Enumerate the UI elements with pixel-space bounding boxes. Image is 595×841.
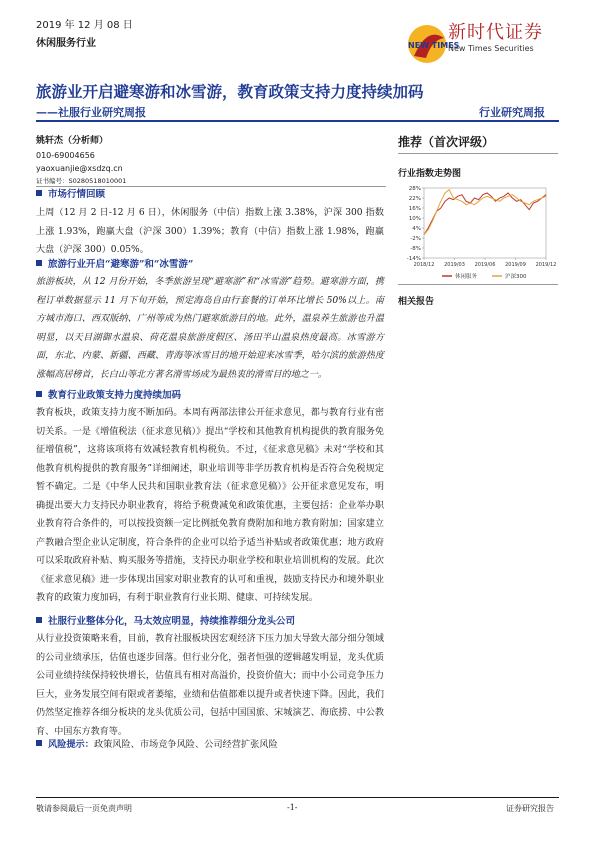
series-line-hs300 (424, 190, 546, 235)
analyst-certificate: 证书编号：S0280518010001 (36, 177, 127, 185)
x-tick-label: 2019/03 (444, 262, 465, 268)
sector-label: 休闲服务行业 (36, 38, 96, 49)
section-body: 从行业投资策略来看，目前，教育社服板块因宏观经济下压力加大导致大部分细分领域的公司业绩承压，估值也逐步回落。但行业分化，强者恒强的逻辑越发明显，龙头优质公司业绩持续保持较快增长，估值具有相对高溢价，投资价值大；而中小公司竞争压力巨大，业务发展空间有限或者萎缩，业绩和估值都难以提升或者快速下降。因此，我们仍然坚定推荐各细分板块的龙头优质公司，包括中国国旅、宋城演艺、海底捞、中公教育、中国东方教育等。 (36, 634, 384, 737)
analyst-phone: 010-69004656 (36, 151, 95, 160)
page-subtitle: ——社服行业研究周报 (36, 106, 146, 119)
y-tick-label: -14% (406, 256, 421, 262)
section-body: 旅游板块，从 12 月份开始，冬季旅游呈现“避寒游”和“冰雪游”趋势。避寒游方面，携程订单数据显示 11 月下旬开始，预定海岛自由行套餐的订单环比增长 50%以上。南方城市海口、西双版纳、广州等成为热门避寒旅游目的地。此外，温泉养生旅游也升温明显，以天目湖御水温泉、荷花温泉旅游度假区、汤田半山温泉热度最高。冰雪游方面，东北、内蒙、新疆、西藏、青海等冰雪目的地开始迎来冰雪季，哈尔滨的旅游热度涨幅高居榜首，长白山等北方著名滑雪场成为最热衷的滑雪目的地之一。 (36, 277, 384, 380)
x-tick-label: 2019/06 (474, 262, 496, 268)
report-type: 行业研究周报 (479, 106, 545, 119)
report-date: 2019 年 12 月 08 日 (36, 20, 133, 31)
logo-name-english: New Times Securities (448, 44, 534, 53)
bullet-icon (36, 190, 42, 196)
section-heading: 教育行业政策支持力度持续加码 (36, 387, 181, 401)
y-tick-label: 22% (408, 196, 421, 202)
risk-label: 风险提示： (48, 739, 94, 750)
footer-disclaimer[interactable]: 敬请参阅最后一页免责声明 (36, 804, 132, 813)
rating-divider (398, 153, 558, 154)
y-tick-label: -2% (410, 236, 421, 242)
bullet-icon (36, 260, 42, 266)
page-number: -1- (287, 803, 298, 812)
y-tick-label: -8% (410, 246, 421, 252)
chart-title: 行业指数走势图 (398, 169, 462, 179)
x-tick-label: 2018/12 (413, 262, 435, 268)
x-tick-label: 2019/09 (505, 262, 526, 268)
y-tick-label: 4% (412, 226, 421, 232)
index-trend-chart (398, 180, 558, 290)
section-heading: 旅游行业开启“避寒游”和“冰雪游” (36, 256, 193, 270)
section-body: 上周（12 月 2 日-12 月 6 日），休闲服务（中信）指数上涨 3.38%，沪深 300 指数上涨 1.93%，跑赢大盘（沪深 300）1.39%；教育（中信）指数上涨 1.98%，跑赢大盘（沪深 300）0.05%。 (36, 208, 384, 255)
section-heading: 社服行业整体分化，马太效应明显，持续推荐细分龙头公司 (36, 613, 295, 627)
risk-text: 政策风险、市场竞争风险、公司经营扩张风险 (93, 739, 278, 750)
analyst-name: 姚轩杰（分析师） (36, 136, 109, 146)
y-tick-label: 28% (408, 186, 421, 192)
bullet-icon (36, 740, 42, 746)
rating: 推荐（首次评级） (398, 135, 495, 149)
page-title: 旅游业开启避寒游和冰雪游，教育政策支持力度持续加码 (36, 82, 424, 101)
legend-label: 沪深300 (505, 274, 527, 280)
logo-mark-text: NEW TIMES (408, 41, 460, 50)
section-heading: 市场行情回顾 (36, 186, 105, 200)
footer-divider (36, 797, 559, 798)
risk-note (36, 736, 278, 750)
logo-name: 新时代证券 (448, 22, 543, 43)
section-body: 教育板块，政策支持力度不断加码。本周有两部法律公开征求意见，都与教育行业有密切关系。一是《增值税法（征求意见稿）》提出“学校和其他教育机构提供的教育服务免征增值税”，这将该项将有效减轻教育机构税负。不过，《征求意见稿》未对“学校和其他教育机构提供的教育服务”详细阐述，职业培训等非学历教育机构是否符合免税规定暂不确定。二是《中华人民共和国职业教育法（征求意见稿）》公开征求意见发布，明确提出要大力支持民办职业教育，将给予税费减免和政策优惠，主要包括：企业举办职业教育符合条件的，可以按投资额一定比例抵免教育费附加和地方教育附加；国家建立产教融合型企业认定制度，符合条件的企业可以给予适当补贴或者政策优惠；地方政府可以采取政府补贴、购买服务等措施，支持民办职业学校和职业培训机构的发展。此次《征求意见稿》进一步体现出国家对职业教育的认可和重视，鼓励支持民办和境外职业教育的政策力度加码，有利于职业教育行业长期、健康、可持续发展。 (36, 408, 384, 603)
bullet-icon (36, 391, 42, 397)
related-reports-title: 相关报告 (398, 297, 435, 307)
x-tick-label: 2019/12 (535, 262, 557, 268)
bullet-icon (36, 617, 42, 623)
legend-label: 休闲服务 (455, 274, 478, 280)
analyst-email[interactable]: yaoxuanjie@xsdzq.cn (36, 164, 123, 173)
y-tick-label: 16% (408, 206, 421, 212)
footer-label: 证券研究报告 (506, 804, 554, 813)
y-tick-label: 10% (408, 216, 421, 222)
title-divider (36, 120, 559, 122)
chart-divider (398, 284, 558, 285)
